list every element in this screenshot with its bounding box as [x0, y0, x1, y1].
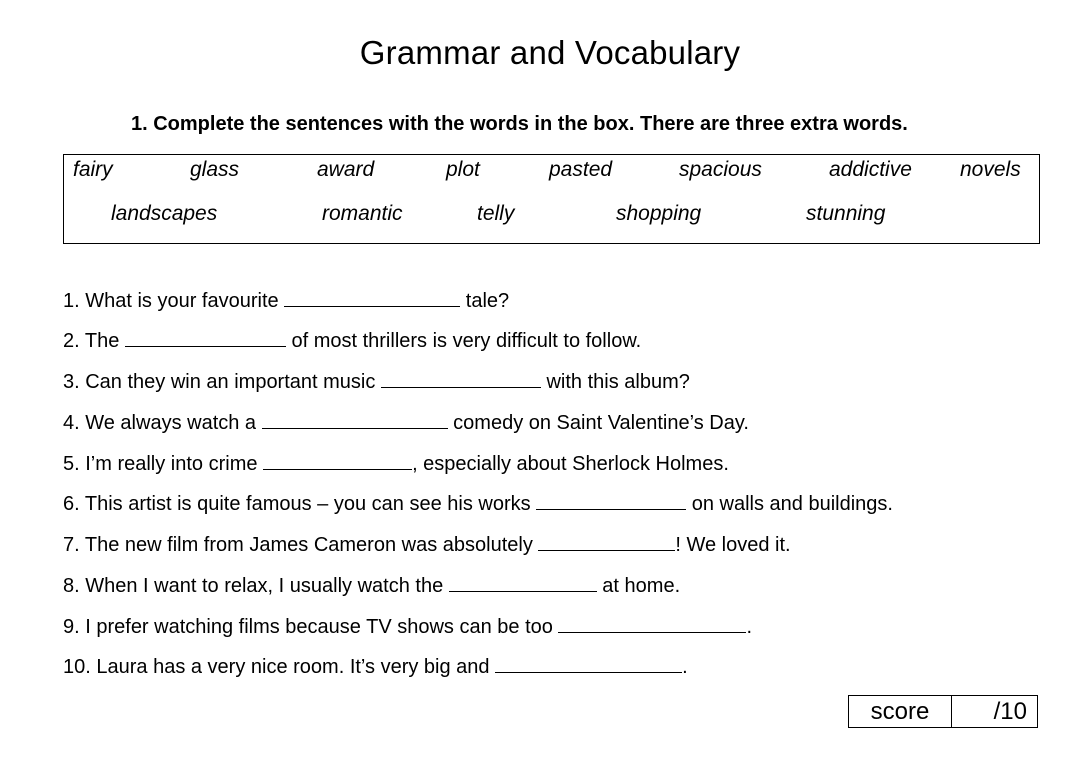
sentence-text-after: with this album? — [540, 371, 690, 393]
sentence-text-after: . — [746, 616, 753, 638]
answer-blank[interactable] — [558, 616, 746, 633]
sentence-text-after: at home. — [596, 575, 681, 597]
word-box-item: landscapes — [111, 202, 218, 225]
sentence-text-before: 6. This artist is quite famous – you can see his works — [63, 493, 537, 515]
word-box-item: pasted — [549, 158, 613, 181]
sentence-text-after: comedy on Saint Valentine’s Day. — [447, 412, 749, 434]
word-box-item: glass — [190, 158, 240, 181]
word-box-item: shopping — [616, 202, 702, 225]
sentence-text-after: of most thrillers is very difficult to follow. — [285, 330, 642, 352]
word-box-item: addictive — [829, 158, 912, 181]
sentence-text-before: 9. I prefer watching films because TV shows can be too — [63, 616, 559, 638]
answer-blank[interactable] — [284, 290, 460, 307]
sentence-1 — [63, 290, 509, 313]
answer-blank[interactable] — [263, 453, 412, 470]
word-box-item: fairy — [73, 158, 113, 181]
answer-blank[interactable] — [381, 371, 541, 388]
sentence-text-before: 4. We always watch a — [63, 412, 262, 434]
sentence-10 — [63, 656, 688, 679]
sentence-7 — [63, 534, 791, 557]
answer-blank[interactable] — [125, 330, 286, 347]
sentence-text-before: 5. I’m really into crime — [63, 453, 264, 475]
answer-blank[interactable] — [538, 534, 675, 551]
exercise-instruction: 1. Complete the sentences with the words in the box. There are three extra words. — [131, 113, 908, 135]
sentence-2 — [63, 330, 641, 353]
sentence-text-before: 10. Laura has a very nice room. It’s very big and — [63, 656, 496, 678]
word-box-item: spacious — [679, 158, 762, 181]
sentence-text-after: . — [682, 656, 688, 678]
word-box-item: award — [317, 158, 375, 181]
score-label: score — [849, 696, 952, 727]
score-box — [848, 695, 1038, 728]
sentence-text-after: on walls and buildings. — [686, 493, 893, 515]
word-box-item: telly — [477, 202, 515, 225]
sentence-text-before: 1. What is your favourite — [63, 290, 285, 312]
score-total[interactable]: /10 — [993, 698, 1027, 725]
sentence-text-before: 8. When I want to relax, I usually watch the — [63, 575, 449, 597]
word-box-item: stunning — [806, 202, 886, 225]
sentence-text-before: 7. The new film from James Cameron was absolutely — [63, 534, 539, 556]
sentence-4 — [63, 412, 749, 435]
sentence-text-after: tale? — [460, 290, 510, 312]
sentence-text-after: , especially about Sherlock Holmes. — [412, 453, 729, 475]
word-box — [63, 154, 1040, 244]
word-box-item: romantic — [322, 202, 403, 225]
sentence-5 — [63, 453, 729, 476]
sentence-6 — [63, 493, 893, 516]
sentence-text-before: 2. The — [63, 330, 125, 352]
word-box-item: plot — [446, 158, 480, 181]
answer-blank[interactable] — [262, 412, 448, 429]
answer-blank[interactable] — [449, 575, 597, 592]
sentence-8 — [63, 575, 680, 598]
sentence-3 — [63, 371, 690, 394]
page-title: Grammar and Vocabulary — [359, 34, 741, 71]
sentence-text-before: 3. Can they win an important music — [63, 371, 381, 393]
answer-blank[interactable] — [495, 656, 682, 673]
sentence-text-after: ! We loved it. — [675, 534, 791, 556]
sentence-9 — [63, 616, 752, 639]
answer-blank[interactable] — [536, 493, 686, 510]
word-box-item: novels — [960, 158, 1021, 181]
